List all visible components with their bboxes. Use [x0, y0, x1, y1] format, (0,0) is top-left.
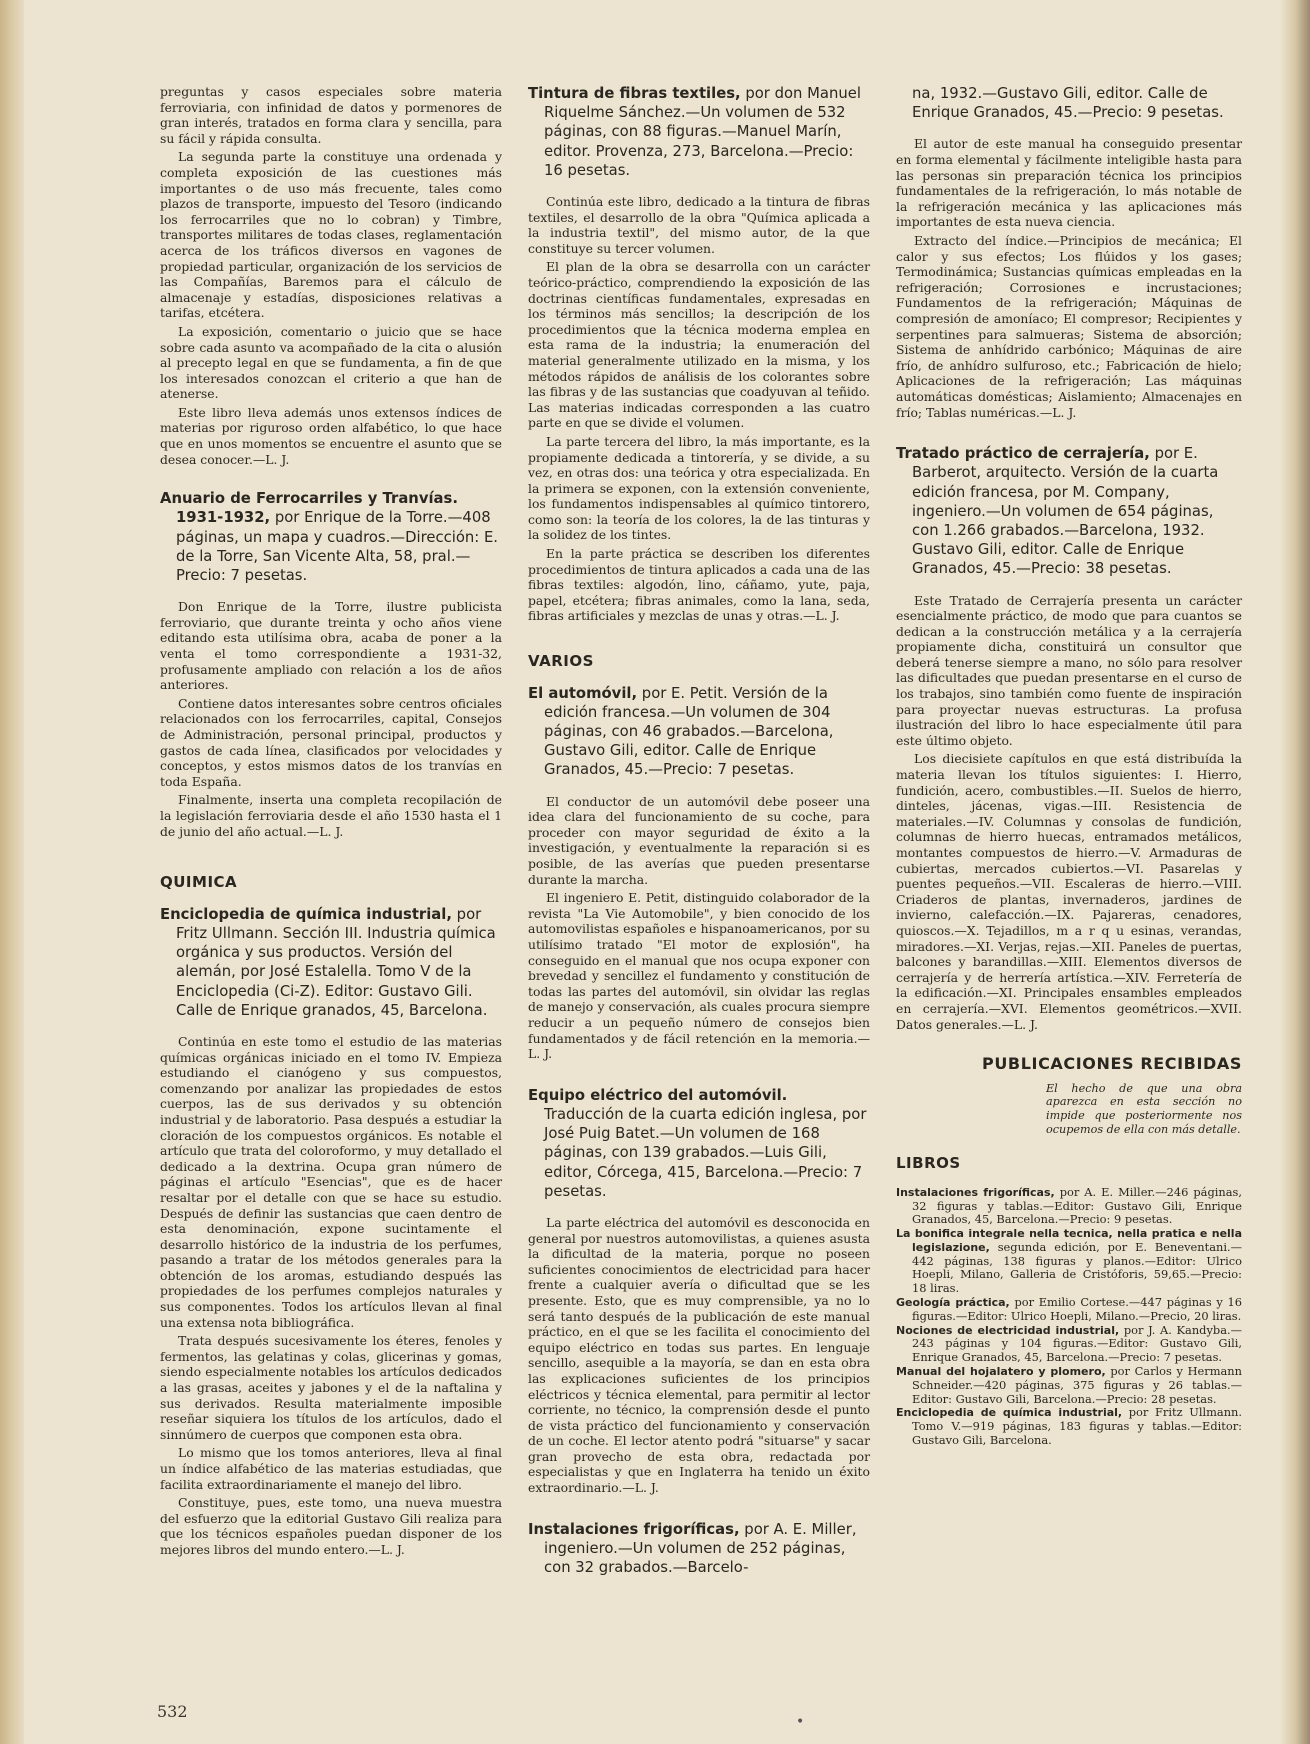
paragraph: La parte tercera del libro, la más importante, es la propiamente dedicada a tintorería, y se divide, a su vez, en otras dos: una teórica y otra especializada. En la primera se exponen, con la extensión conveniente, los fundamentos indispensables al químico tintorero, como son: la teoría de los colores, la de las tinturas y la solidez de los tintes.	[528, 433, 870, 543]
book-details: por Fritz Ullmann. Sección III. Industria química orgánica y sus productos. Versión del alemán, por José Estalella. Tomo V de la Enciclopedia (Ci-Z). Editor: Gustavo Gili. Calle de Enrique granados, 45, Barcelona.	[176, 905, 496, 1019]
paragraph: El conductor de un automóvil debe poseer una idea clara del funcionamiento de su coche, para proceder con mayor seguridad de éxito a la investigación, y eventualmente la reparación si es posible, de las averías que pueden presentarse durante la marcha.	[528, 793, 870, 887]
paragraph: El ingeniero E. Petit, distinguido colaborador de la revista "La Vie Automobile", y bien conocido de los automovilistas españoles e hispanoamericanos, por su utilísimo tratado "El motor de explosión", ha conseguido en el manual que nos ocupa exponer con brevedad y sencillez el fundamento y constitución de todas las partes del automóvil, sin olvidar las reglas de manejo y conservación, als cuales procura siempre reducir a un pequeño número de consejos bien fundamentados y de fácil retención en la memoria.—L. J.	[528, 890, 870, 1062]
book-details: por don Manuel Riquelme Sánchez.—Un volumen de 532 páginas, con 88 figuras.—Manuel Marín, editor. Provenza, 273, Barcelona.—Precio: 16 pesetas.	[544, 85, 861, 179]
paragraph: El plan de la obra se desarrolla con un carácter teórico-práctico, comprendiendo la exposición de las doctrinas científicas fundamentales, expresadas en los términos más sencillos; la descripción de los procedimientos que la técnica moderna emplea en esta rama de la industria; la enumeración del material generalmente utilizado en la misma, y los métodos rápidos de análisis de los colorantes sobre las fibras y de las sustancias que coadyuvan al teñido. Las materias indicadas corresponden a las cuatro parte en que se divide el volumen.	[528, 259, 870, 431]
paragraph: En la parte práctica se describen los diferentes procedimientos de tintura aplicados a cada una de las fibras textiles: algodón, lino, cáñamo, yute, paja, papel, etcétera; fibras animales, como la lana, seda, fibras artificiales y mezclas de unas y otras.—L. J.	[528, 546, 870, 624]
section-heading-varios: VARIOS	[528, 652, 594, 671]
book-heading-instalaciones	[528, 1520, 870, 1578]
received-book-item: Enciclopedia de química industrial, por Fritz Ullmann. Tomo V.—919 páginas, 183 figuras y tablas.—Editor: Gustavo Gili, Barcelona.	[896, 1405, 1242, 1448]
paragraph: Continúa este libro, dedicado a la tintura de fibras textiles, el desarrollo de la obra "Química aplicada a la industria textil", del mismo autor, de la que constituye su tercer volumen.	[528, 194, 870, 256]
book-heading-equipo	[528, 1086, 870, 1201]
book-title: Instalaciones frigoríficas,	[528, 1520, 740, 1538]
received-book-item: Manual del hojalatero y plomero, por Carlos y Hermann Schneider.—420 páginas, 375 figuras y 26 tablas.—Editor: Gustavo Gili, Barcelona.—Precio: 28 pesetas.	[896, 1364, 1242, 1406]
book-title: Enciclopedia de química industrial,	[160, 905, 452, 923]
paragraph: Este libro lleva además unos extensos índices de materias por riguroso orden alfabético, lo que hace que en unos momentos se encuentre el asunto que se desea conocer.—L. J.	[160, 404, 502, 467]
book-heading-enciclopedia	[160, 905, 502, 1020]
received-book-item: La bonifica integrale nella tecnica, nella pratica e nella legislazione, segunda edición, por E. Beneventani.—442 páginas, 138 figuras y planos.—Editor: Ulrico Hoepli, Milano, Galleria de Cristóforis, 59,65.—Precio: 18 liras.	[896, 1227, 1242, 1296]
paragraph: Los diecisiete capítulos en que está distribuída la materia llevan los títulos siguientes: I. Hierro, fundición, acero, combustibles.—II. Suelos de hierro, dinteles, jácenas, vigas.—III. Resistencia de materiales.—IV. Columnas y consolas de fundición, columnas de hierro huecas, entramados metálicos, montantes compuestos de hierro.—V. Armaduras de cubiertas, mercados cubiertos.—VI. Pasarelas y puentes pequeños.—VII. Escaleras de hierro.—VIII. Criaderos de plantas, invernaderos, jardines de invierno, calefacción.—IX. Pajareras, cenadores, quioscos.—X. Tejadillos, m a r q u esinas, verandas, miradores.—XI. Verjas, rejas.—XII. Paneles de puertas, balcones y barandillas.—XIII. Elementos diversos de cerrajería y de herrería artística.—XIV. Ferretería de la edificación.—XI. Principales ensambles empleados en cerrajería.—XVI. Elementos geométricos.—XVII. Datos generales.—L. J.	[896, 751, 1242, 1032]
paragraph: La parte eléctrica del automóvil es desconocida en general por nuestros automovilistas, a quienes asusta la dificultad de la materia, porque no poseen suficientes conocimientos de electricidad para hacer frente a cualquier avería o dificultad que se les presente. Esto, que es muy comprensible, ya no lo será tanto después de la publicación de este manual práctico, en el que se les facilita el conocimiento del equipo eléctrico en todas sus partes. En lenguaje sencillo, asequible a la mayoría, se dan en esta obra las explicaciones suficientes de los principios eléctricos y técnica elemental, para permitir al lector corriente, no técnico, la comprensión desde el punto de vista práctico del funcionamiento y conservación de un coche. El lector atento podrá "situarse" y sacar gran provecho de esta obra, redactada por especialistas y que en Inglaterra ha tenido un éxito extraordinario.—L. J.	[528, 1214, 870, 1496]
book-heading-anuario	[160, 489, 502, 585]
section-heading-quimica: QUIMICA	[160, 873, 238, 892]
book-details: por E. Barberot, arquitecto. Versión de la cuarta edición francesa, por M. Company, ingeniero.—Un volumen de 654 páginas, con 1.266 grabados.—Barcelona, 1932. Gustavo Gili, editor. Calle de Enrique Granados, 45.—Precio: 38 pesetas.	[912, 445, 1219, 578]
book-title: Equipo eléctrico del automóvil.	[528, 1086, 788, 1104]
paragraph: Extracto del índice.—Principios de mecánica; El calor y sus efectos; Los flúidos y los gases; Termodinámica; Sustancias químicas empleadas en la refrigeración; Corrosiones e incrustaciones; Fundamentos de la refrigeración; Máquinas de compresión de amoníaco; El compresor; Recipientes y serpentines para salmueras; Sistema de absorción; Sistema de anhídrido carbónico; Máquinas de aire frío, de anhídro sulfuroso, etc.; Fabricación de hielo; Aplicaciones de la refrigeración; Las máquinas automáticas domésticas; Aislamiento; Almacenajes en frío; Tablas numéricas.—L. J.	[896, 232, 1242, 420]
section-heading-libros: LIBROS	[896, 1154, 961, 1173]
column-middle	[528, 84, 870, 1591]
book-title: Tratado práctico de cerrajería,	[896, 445, 1150, 463]
paragraph: El autor de este manual ha conseguido presentar en forma elemental y fácilmente inteligible hasta para las personas sin preparación técnica los principios fundamentales de la refrigeración, lo más notable de la refrigeración mecánica y las aplicaciones más importantes de esta nueva ciencia.	[896, 136, 1242, 230]
book-heading-tintura	[528, 84, 870, 180]
book-details: por Enrique de la Torre.—408 páginas, un mapa y cuadros.—Dirección: E. de la Torre, San Vicente Alta, 58, pral.—Precio: 7 pesetas.	[176, 509, 499, 585]
paragraph: Constituye, pues, este tomo, una nueva muestra del esfuerzo que la editorial Gustavo Gili realiza para que los técnicos españoles puedan disponer de los mejores libros del mundo entero.—L. J.	[160, 1495, 502, 1557]
paragraph: Don Enrique de la Torre, ilustre publicista ferroviario, que durante treinta y ocho años viene editando esta utilísima obra, acaba de poner a la venta el tomo correspondiente a 1931-32, profusamente ampliado con relación a los de años anteriores.	[160, 599, 502, 693]
received-book-item: Nociones de electricidad industrial, por J. A. Kandyba.—243 páginas y 104 figuras.—Editor: Gustavo Gili, Enrique Granados, 45, Barcelona.—Precio: 7 pesetas.	[896, 1322, 1242, 1365]
book-details: por E. Petit. Versión de la edición francesa.—Un volumen de 304 páginas, con 46 grabados.—Barcelona, Gustavo Gili, editor. Calle de Enrique Granados, 45.—Precio: 7 pesetas.	[544, 684, 834, 779]
column-left	[160, 84, 502, 1561]
book-title: El automóvil,	[528, 684, 638, 702]
received-book-item: Instalaciones frigoríficas, por A. E. Miller.—246 páginas, 32 figuras y tablas.—Editor: Gustavo Gili, Enrique Granados, 45, Barcelona.—Precio: 9 pesetas.	[896, 1184, 1242, 1227]
paragraph: preguntas y casos especiales sobre materia ferroviaria, con infinidad de datos y pormenores de gran interés, tratados en forma clara y sencilla, para su fácil y rápida consulta.	[160, 84, 502, 146]
publicaciones-note: El hecho de que una obra aparezca en esta sección no impide que posteriormente nos ocupemos de ella con más detalle.	[1046, 1081, 1242, 1136]
paragraph: La segunda parte la constituye una ordenada y completa exposición de las cuestiones más importantes o de uso más frecuente, tales como plazos de transporte, impuesto del Tesoro (indicando los ferrocarriles que no lo cobran) y Timbre, transportes militares de todas clases, reglamentación acerca de los tráficos diversos en vagones de propiedad particular, organización de los servicios de las Compañías, Baremos para el cálculo de almacenaje y estadías, disposiciones relativas a tarifas, etcétera.	[160, 149, 502, 321]
paragraph: Continúa en este tomo el estudio de las materias químicas orgánicas iniciado en el tomo IV. Empieza estudiando el cianógeno y sus compuestos, comenzando por analizar las propiedades de estos cuerpos, las de sus derivados y su obtención industrial y de laboratorio. Pasa después a estudiar la cloración de los compuestos orgánicos. Es notable el artículo que trata del coloroformo, y muy detallado el dedicado a la dextrina. Ocupa gran número de páginas el artículo "Esencias", que es de hacer resaltar por el detalle con que se hace su estudio. Después de definir las sustancias que caen dentro de esta denominación, expone sucintamente el desarrollo histórico de la industria de los perfumes, pasando a tratar de los métodos generales para la obtención de los aromas, estudiando después las propiedades de los perfumes complejos naturales y sus componentes. Todos los artículos llevan al final una extensa nota bibliográfica.	[160, 1033, 502, 1330]
paragraph: Contiene datos interesantes sobre centros oficiales relacionados con los ferrocarriles, capital, Consejos de Administración, personal principal, productos y gastos de cada línea, clasificados por velocidades y conceptos, y estos mismos datos de los tranvías en toda España.	[160, 695, 502, 789]
page-number: 532	[157, 1702, 188, 1721]
book-details: por A. E. Miller, ingeniero.—Un volumen de 252 páginas, con 32 grabados.—Barcelo-	[544, 1520, 857, 1577]
bottom-bullet-mark: •	[796, 1714, 805, 1730]
page-right-edge	[1280, 0, 1310, 1744]
received-book-item: Geología práctica, por Emilio Cortese.—447 páginas y 16 figuras.—Editor: Ulrico Hoepli, Milano.—Precio, 20 liras.	[896, 1295, 1242, 1323]
paragraph: Este Tratado de Cerrajería presenta un carácter esencialmente práctico, de modo que para cuantos se dedican a la construcción metálica y a la cerrajería propiamente dicha, constituirá un consultor que deberá tenerse siempre a mano, no sólo para resolver las dificultades que puedan presentarse en el curso de los trabajos, sino también como fuente de inspiración para proyectar nuevas estructuras. La profusa ilustración del libro lo hace especialmente útil para este último objeto.	[896, 592, 1242, 748]
paragraph: Lo mismo que los tomos anteriores, lleva al final un índice alfabético de las materias estudiadas, que facilita extraordinariamente el manejo del libro.	[160, 1445, 502, 1492]
column-right	[896, 84, 1242, 1448]
book-heading-continued: na, 1932.—Gustavo Gili, editor. Calle de Enrique Granados, 45.—Precio: 9 pesetas.	[912, 85, 1224, 122]
paragraph: Finalmente, inserta una completa recopilación de la legislación ferroviaria desde el año 1530 hasta el 1 de junio del año actual.—L. J.	[160, 792, 502, 839]
paragraph: Trata después sucesivamente los éteres, fenoles y fermentos, las gelatinas y colas, glicerinas y gomas, siendo especialmente notables los artículos dedicados a las grasas, aceites y jabones y el de la naftalina y sus derivados. Resulta materialmente imposible reseñar siquiera los títulos de los artículos, dado el sinnúmero de cuerpos que componen esta obra.	[160, 1333, 502, 1442]
book-title: Tintura de fibras textiles,	[528, 85, 741, 102]
publicaciones-recibidas-heading: PUBLICACIONES RECIBIDAS	[982, 1054, 1242, 1074]
book-details: Traducción de la cuarta edición inglesa, por José Puig Batet.—Un volumen de 168 páginas, con 139 grabados.—Luis Gili, editor, Córcega, 415, Barcelona.—Precio: 7 pesetas.	[544, 1105, 867, 1200]
page-binding-edge	[0, 0, 24, 1744]
book-heading-automovil	[528, 684, 870, 780]
book-heading-cerrajeria	[896, 444, 1242, 578]
book-title: Anuario de Ferrocarriles y Tranvías. 1931-1932,	[160, 490, 458, 527]
paragraph: La exposición, comentario o juicio que se hace sobre cada asunto va acompañado de la cita o alusión al precepto legal en que se fundamenta, a fin de que los interesados conozcan el criterio a que han de atenerse.	[160, 323, 502, 402]
